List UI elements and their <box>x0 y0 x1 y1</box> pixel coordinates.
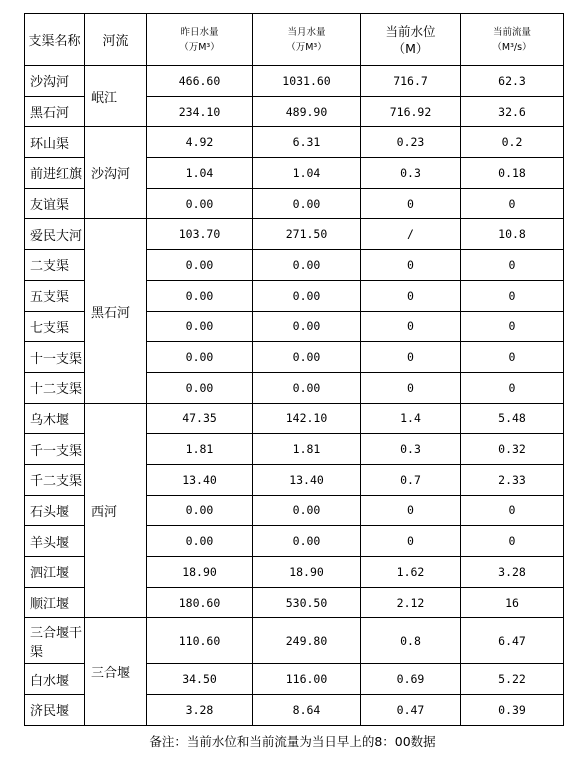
branch-name-cell: 济民堰 <box>25 695 85 726</box>
branch-name-cell: 顺江堰 <box>25 587 85 618</box>
header-yesterday-label: 昨日水量 <box>180 26 219 38</box>
river-cell: 西河 <box>85 403 147 618</box>
header-row <box>25 14 564 66</box>
flow-cell: 0 <box>461 342 564 373</box>
yesterday-volume-cell: 3.28 <box>147 695 253 726</box>
flow-cell: 5.48 <box>461 403 564 434</box>
header-yesterday-volume <box>147 14 253 66</box>
branch-name-cell: 黑石河 <box>25 96 85 127</box>
yesterday-volume-cell: 4.92 <box>147 127 253 158</box>
month-volume-cell: 1031.60 <box>253 66 361 97</box>
branch-name-cell: 二支渠 <box>25 250 85 281</box>
flow-cell: 0.32 <box>461 434 564 465</box>
flow-cell: 0 <box>461 280 564 311</box>
yesterday-volume-cell: 180.60 <box>147 587 253 618</box>
flow-cell: 10.8 <box>461 219 564 250</box>
branch-name-cell: 七支渠 <box>25 311 85 342</box>
yesterday-volume-cell: 1.04 <box>147 158 253 189</box>
branch-name-cell: 爱民大河 <box>25 219 85 250</box>
month-volume-cell: 0.00 <box>253 280 361 311</box>
flow-cell: 3.28 <box>461 557 564 588</box>
water-level-cell: 0 <box>361 188 461 219</box>
water-level-cell: 716.92 <box>361 96 461 127</box>
water-level-cell: / <box>361 219 461 250</box>
water-level-cell: 0.3 <box>361 434 461 465</box>
month-volume-cell: 530.50 <box>253 587 361 618</box>
month-volume-cell: 249.80 <box>253 618 361 664</box>
water-level-cell: 0 <box>361 250 461 281</box>
month-volume-cell: 1.81 <box>253 434 361 465</box>
water-data-table <box>24 13 564 726</box>
branch-name-cell: 友谊渠 <box>25 188 85 219</box>
month-volume-cell: 0.00 <box>253 342 361 373</box>
yesterday-volume-cell: 110.60 <box>147 618 253 664</box>
river-cell: 沙沟河 <box>85 127 147 219</box>
flow-cell: 0 <box>461 495 564 526</box>
water-level-cell: 0.7 <box>361 464 461 495</box>
branch-name-cell: 五支渠 <box>25 280 85 311</box>
flow-cell: 0 <box>461 311 564 342</box>
yesterday-volume-cell: 0.00 <box>147 280 253 311</box>
water-level-cell: 0 <box>361 280 461 311</box>
month-volume-cell: 1.04 <box>253 158 361 189</box>
water-level-cell: 0 <box>361 526 461 557</box>
yesterday-volume-cell: 18.90 <box>147 557 253 588</box>
table-row <box>25 219 564 250</box>
header-level-label: 当前水位 <box>385 23 436 39</box>
branch-name-cell: 白水堰 <box>25 664 85 695</box>
month-volume-cell: 6.31 <box>253 127 361 158</box>
header-flow <box>461 14 564 66</box>
month-volume-cell: 13.40 <box>253 464 361 495</box>
branch-name-cell: 环山渠 <box>25 127 85 158</box>
table-row <box>25 618 564 664</box>
water-level-cell: 0 <box>361 311 461 342</box>
flow-cell: 0.39 <box>461 695 564 726</box>
table-row <box>25 127 564 158</box>
table-row <box>25 66 564 97</box>
water-level-cell: 0 <box>361 342 461 373</box>
flow-cell: 0 <box>461 188 564 219</box>
yesterday-volume-cell: 0.00 <box>147 311 253 342</box>
month-volume-cell: 0.00 <box>253 372 361 403</box>
branch-name-cell: 千一支渠 <box>25 434 85 465</box>
month-volume-cell: 0.00 <box>253 495 361 526</box>
branch-name-cell: 前进红旗 <box>25 158 85 189</box>
yesterday-volume-cell: 0.00 <box>147 250 253 281</box>
header-yesterday-unit: （万M³） <box>179 41 220 53</box>
water-level-cell: 0.47 <box>361 695 461 726</box>
flow-cell: 0 <box>461 250 564 281</box>
yesterday-volume-cell: 0.00 <box>147 495 253 526</box>
flow-cell: 0 <box>461 372 564 403</box>
river-cell: 三合堰 <box>85 618 147 725</box>
branch-name-cell: 十二支渠 <box>25 372 85 403</box>
branch-name-cell: 羊头堰 <box>25 526 85 557</box>
water-level-cell: 1.4 <box>361 403 461 434</box>
yesterday-volume-cell: 0.00 <box>147 372 253 403</box>
flow-cell: 32.6 <box>461 96 564 127</box>
header-level-unit: （M） <box>392 40 429 56</box>
header-month-volume <box>253 14 361 66</box>
yesterday-volume-cell: 234.10 <box>147 96 253 127</box>
header-month-label: 当月水量 <box>287 26 326 38</box>
river-cell: 岷江 <box>85 66 147 127</box>
flow-cell: 16 <box>461 587 564 618</box>
month-volume-cell: 489.90 <box>253 96 361 127</box>
month-volume-cell: 116.00 <box>253 664 361 695</box>
header-river: 河流 <box>85 14 147 66</box>
branch-name-cell: 泗江堰 <box>25 557 85 588</box>
yesterday-volume-cell: 1.81 <box>147 434 253 465</box>
month-volume-cell: 0.00 <box>253 311 361 342</box>
month-volume-cell: 271.50 <box>253 219 361 250</box>
header-branch: 支渠名称 <box>25 14 85 66</box>
branch-name-cell: 三合堰干渠 <box>25 618 85 664</box>
flow-cell: 5.22 <box>461 664 564 695</box>
table-row <box>25 403 564 434</box>
river-cell: 黑石河 <box>85 219 147 403</box>
branch-name-cell: 乌木堰 <box>25 403 85 434</box>
branch-name-cell: 沙沟河 <box>25 66 85 97</box>
yesterday-volume-cell: 466.60 <box>147 66 253 97</box>
water-level-cell: 0.23 <box>361 127 461 158</box>
branch-name-cell: 石头堰 <box>25 495 85 526</box>
month-volume-cell: 142.10 <box>253 403 361 434</box>
water-level-cell: 2.12 <box>361 587 461 618</box>
yesterday-volume-cell: 34.50 <box>147 664 253 695</box>
month-volume-cell: 8.64 <box>253 695 361 726</box>
footnote: 备注：当前水位和当前流量为当日早上的8：00数据 <box>149 734 436 749</box>
yesterday-volume-cell: 13.40 <box>147 464 253 495</box>
header-flow-unit: （M³/s） <box>492 41 532 53</box>
flow-cell: 62.3 <box>461 66 564 97</box>
water-level-cell: 0 <box>361 372 461 403</box>
table-body <box>25 66 564 726</box>
header-water-level <box>361 14 461 66</box>
flow-cell: 2.33 <box>461 464 564 495</box>
water-level-cell: 0.3 <box>361 158 461 189</box>
header-month-unit: （万M³） <box>286 41 327 53</box>
month-volume-cell: 0.00 <box>253 250 361 281</box>
flow-cell: 0 <box>461 526 564 557</box>
water-level-cell: 1.62 <box>361 557 461 588</box>
month-volume-cell: 0.00 <box>253 188 361 219</box>
water-level-cell: 0 <box>361 495 461 526</box>
yesterday-volume-cell: 47.35 <box>147 403 253 434</box>
water-level-cell: 0.8 <box>361 618 461 664</box>
month-volume-cell: 18.90 <box>253 557 361 588</box>
water-level-cell: 716.7 <box>361 66 461 97</box>
flow-cell: 0.18 <box>461 158 564 189</box>
yesterday-volume-cell: 0.00 <box>147 188 253 219</box>
branch-name-cell: 千二支渠 <box>25 464 85 495</box>
header-flow-label: 当前流量 <box>492 26 531 38</box>
flow-cell: 6.47 <box>461 618 564 664</box>
flow-cell: 0.2 <box>461 127 564 158</box>
yesterday-volume-cell: 103.70 <box>147 219 253 250</box>
yesterday-volume-cell: 0.00 <box>147 526 253 557</box>
water-level-cell: 0.69 <box>361 664 461 695</box>
yesterday-volume-cell: 0.00 <box>147 342 253 373</box>
branch-name-cell: 十一支渠 <box>25 342 85 373</box>
month-volume-cell: 0.00 <box>253 526 361 557</box>
